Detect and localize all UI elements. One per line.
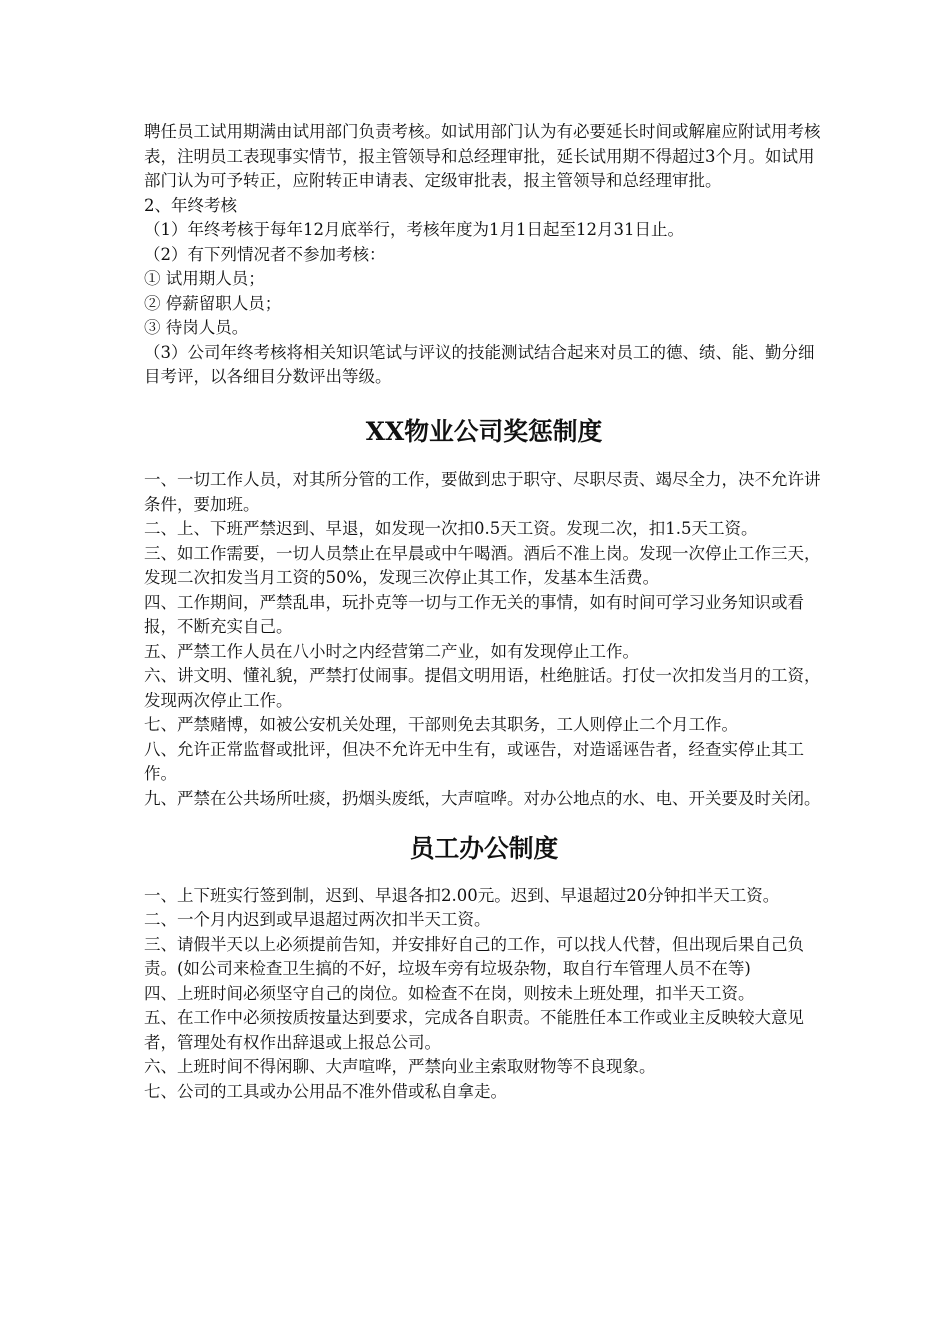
list-item: ③ 待岗人员。 <box>144 318 249 337</box>
office-rules-section <box>144 884 824 1105</box>
section-title-office-rules: 员工办公制度 <box>409 834 559 863</box>
rule-item: 七、严禁赌博，如被公安机关处理，干部则免去其职务，工人则停止二个月工作。 <box>144 715 738 734</box>
rule-item: 七、公司的工具或办公用品不准外借或私自拿走。 <box>144 1081 507 1101</box>
paragraph: 聘任员工试用期满由试用部门负责考核。如试用部门认为有必要延长时间或解雇应附试用考核表，注明员工表现事实情节，报主管领导和总经理审批，延长试用期不得超过3个月。如试用部门认为可予转正，应附转正申请表、定级审批表，报主管领导和总经理审批。 <box>144 122 821 190</box>
intro-section <box>144 120 824 390</box>
rule-item: 一、一切工作人员，对其所分管的工作，要做到忠于职守、尽职尽责、竭尽全力，决不允许讲条件，要加班。 <box>144 470 821 514</box>
rule-item: 三、如工作需要，一切人员禁止在早晨或中午喝酒。酒后不准上岗。发现一次停止工作三天，发现二次扣发当月工资的50%，发现三次停止其工作，发基本生活费。 <box>144 543 821 587</box>
rule-item: 四、工作期间，严禁乱串，玩扑克等一切与工作无关的事情，如有时间可学习业务知识或看报，不断充实自己。 <box>144 592 804 636</box>
rule-item: 四、上班时间必须坚守自己的岗位。如检查不在岗，则按未上班处理，扣半天工资。 <box>144 983 755 1003</box>
rule-item: 一、上下班实行签到制，迟到、早退各扣2.00元。迟到、早退超过20分钟扣半天工资。 <box>144 885 780 905</box>
list-item: ② 停薪留职人员； <box>144 293 282 313</box>
section-title-rewards-penalties: XX物业公司奖惩制度 <box>365 416 603 446</box>
rule-item: 八、允许正常监督或批评，但决不允许无中生有，或诬告，对造谣诬告者，经查实停止其工作。 <box>144 739 804 783</box>
rule-item: 二、一个月内迟到或早退超过两次扣半天工资。 <box>144 910 491 929</box>
rule-item: 五、严禁工作人员在八小时之内经营第二产业，如有发现停止工作。 <box>144 641 639 661</box>
rule-item: 六、讲文明、懂礼貌，严禁打仗闹事。提倡文明用语，杜绝脏话。打仗一次扣发当月的工资，发现两次停止工作。 <box>144 666 821 710</box>
paragraph: （2）有下列情况者不参加考核： <box>144 244 386 264</box>
rule-item: 五、在工作中必须按质按量达到要求，完成各自职责。不能胜任本工作或业主反映较大意见者，管理处有权作出辞退或上报总公司。 <box>144 1008 804 1052</box>
document-page <box>144 120 824 1104</box>
subheading-year-end-review: 2、年终考核 <box>144 195 237 215</box>
list-item: ① 试用期人员； <box>144 269 265 288</box>
rule-item: 六、上班时间不得闲聊、大声喧哗，严禁向业主索取财物等不良现象。 <box>144 1057 656 1076</box>
rewards-penalties-section <box>144 468 824 811</box>
rule-item: 九、严禁在公共场所吐痰，扔烟头废纸，大声喧哗。对办公地点的水、电、开关要及时关闭。 <box>144 788 821 808</box>
paragraph: （1）年终考核于每年12月底举行，考核年度为1月1日起至12月31日止。 <box>144 220 684 239</box>
rule-item: 二、上、下班严禁迟到、早退，如发现一次扣0.5天工资。发现二次，扣1.5天工资。 <box>144 519 758 538</box>
paragraph: （3）公司年终考核将相关知识笔试与评议的技能测试结合起来对员工的德、绩、能、勤分细目考评，以各细目分数评出等级。 <box>144 342 815 386</box>
rule-item: 三、请假半天以上必须提前告知，并安排好自己的工作，可以找人代替，但出现后果自己负责。(如公司来检查卫生搞的不好，垃圾车旁有垃圾杂物，取自行车管理人员不在等) <box>144 934 804 978</box>
